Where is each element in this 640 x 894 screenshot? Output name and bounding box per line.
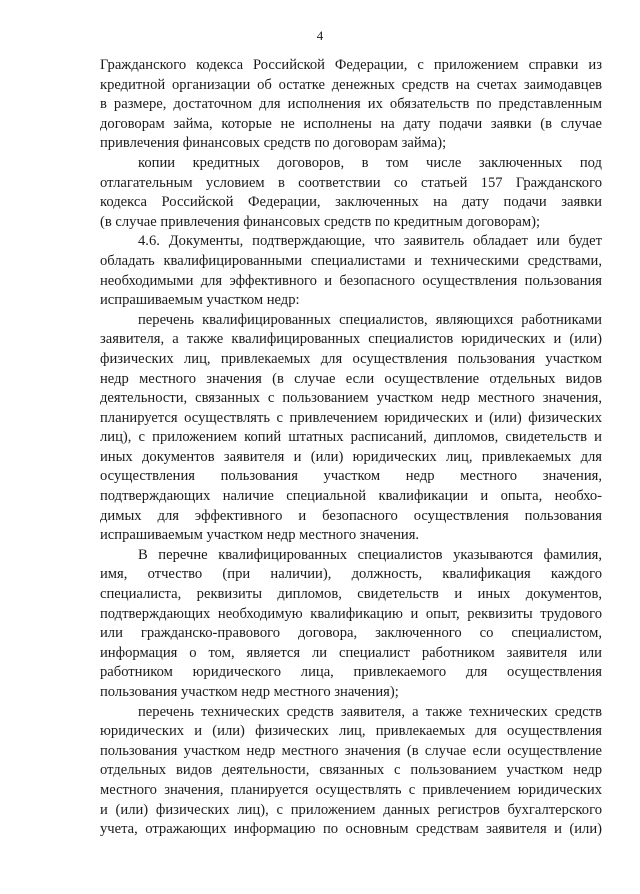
text-line: имя, отчество (при наличии), должность, квалификация каждого — [100, 566, 602, 583]
text-line: отдельных видов деятельности, связанных с пользованием участком недр — [100, 762, 602, 779]
text-line: осуществления пользования участком недр местного значения, — [100, 468, 602, 485]
text-line: перечень технических средств заявителя, а также технических средств — [138, 703, 602, 720]
text-line: местного значения, планируется осуществлять с привлечением юридических — [100, 781, 602, 798]
text-line: обладать квалифицированными специалистами и техническими средствами, — [100, 252, 602, 269]
text-line: в размере, достаточном для исполнения их обязательств по представленным — [100, 96, 602, 113]
text-line: учета, отражающих информацию по основным средствам заявителя и (или) — [100, 821, 602, 838]
text-line: информация о том, является ли специалист работником заявителя или — [100, 644, 602, 661]
text-line: пользования участком недр местного значения (в случае если осуществление — [100, 742, 602, 759]
text-line: лиц), с приложением копий штатных расписаний, дипломов, свидетельств и — [100, 429, 602, 446]
text-line: пользования участком недр местного значения); — [100, 684, 399, 700]
text-line: В перечне квалифицированных специалистов указываются фамилия, — [138, 546, 602, 563]
text-line: юридических и (или) физических лиц, привлекаемых для осуществления — [100, 723, 602, 740]
paragraph — [100, 232, 602, 310]
text-line: испрашиваемым участком недр: — [100, 292, 300, 309]
text-line: заявителя, а также квалифицированных специалистов юридических и (или) — [100, 331, 602, 348]
document-body — [100, 56, 602, 840]
text-line: подтверждающих необходимую квалификацию и опыт, реквизиты трудового — [100, 605, 602, 622]
text-line: испрашиваемым участком недр местного значения. — [100, 527, 420, 544]
paragraph — [100, 311, 602, 546]
text-line: договорам займа, которые не исполнены на дату подачи заявки (в случае — [100, 115, 602, 132]
text-line: подтверждающих наличие специальной квалификации и опыта, необхо- — [100, 488, 602, 505]
paragraph — [100, 154, 602, 232]
text-line: иных документов заявителя и (или) юридических лиц, привлекаемых для — [100, 448, 602, 465]
text-line: копии кредитных договоров, в том числе заключенных под — [138, 154, 602, 171]
text-line: специалиста, реквизиты дипломов, свидетельств и иных документов, — [100, 586, 602, 603]
page-number: 4 — [316, 28, 324, 43]
text-line: (в случае привлечения финансовых средств по кредитным договорам); — [100, 213, 541, 230]
text-line: и (или) физических лиц), с приложением данных регистров бухгалтерского — [100, 801, 602, 818]
text-line: кредитной организации об остатке денежных средств на счетах заимодавцев — [100, 76, 602, 93]
text-line: недр местного значения (в случае если осуществление отдельных видов — [100, 370, 602, 387]
text-line: кодекса Российской Федерации, заключенных на дату подачи заявки — [100, 194, 602, 211]
text-line: планируется осуществлять с привлечением юридических и (или) физических — [100, 409, 602, 426]
text-line: отлагательным условием в соответствии со статьей 157 Гражданского — [100, 174, 602, 191]
text-line: работником юридического лица, привлекаемого для осуществления — [100, 664, 602, 681]
text-line: или гражданско-правового договора, заключенного со специалистом, — [100, 625, 602, 642]
text-line: необходимыми для эффективного и безопасного осуществления пользования — [100, 272, 602, 289]
text-line: деятельности, связанных с пользованием участком недр местного значения, — [100, 390, 602, 407]
paragraph — [100, 703, 602, 840]
text-line: привлечения финансовых средств по договорам займа); — [100, 135, 447, 152]
text-line: 4.6. Документы, подтверждающие, что заявитель обладает или будет — [138, 233, 602, 250]
text-line: перечень квалифицированных специалистов, являющихся работниками — [138, 311, 602, 328]
text-line: физических лиц, привлекаемых для осуществления пользования участком — [100, 350, 602, 367]
paragraph — [100, 56, 602, 154]
paragraph — [100, 546, 602, 703]
text-line: Гражданского кодекса Российской Федерации, с приложением справки из — [100, 57, 602, 73]
text-line: димых для эффективного и безопасного осуществления пользования — [100, 507, 602, 524]
